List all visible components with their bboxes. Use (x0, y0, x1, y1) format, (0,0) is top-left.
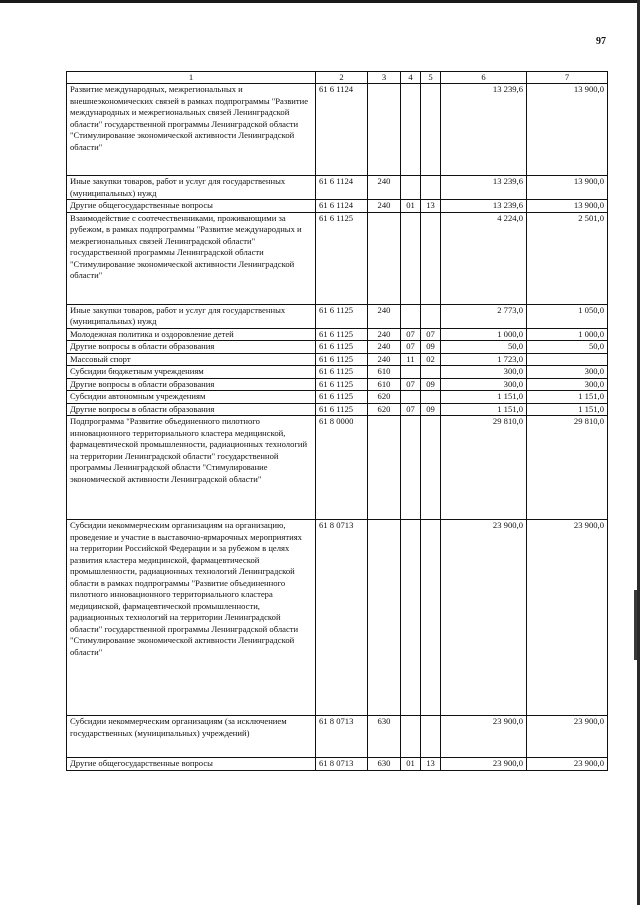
row-name-cell: Иные закупки товаров, работ и услуг для государственных (муниципальных) нужд (67, 304, 316, 328)
row-sum-year2-cell: 13 900,0 (527, 176, 608, 200)
row-sum-year2-cell: 50,0 (527, 341, 608, 354)
row-sum-year1-cell: 1 723,0 (441, 353, 527, 366)
table-row (67, 200, 608, 213)
row-expense-type-cell: 630 (368, 716, 401, 758)
row-sum-year2-cell: 1 151,0 (527, 391, 608, 404)
row-section-cell: 01 (401, 200, 421, 213)
row-subsection-cell: 02 (421, 353, 441, 366)
row-sum-year1-cell: 1 000,0 (441, 328, 527, 341)
table-row (67, 403, 608, 416)
table-body (67, 72, 608, 771)
row-expense-type-cell: 240 (368, 200, 401, 213)
header-cell-3: 3 (368, 72, 401, 84)
row-subsection-cell: 13 (421, 758, 441, 771)
row-code-cell: 61 6 1125 (316, 378, 368, 391)
row-subsection-cell: 09 (421, 378, 441, 391)
table-row (67, 84, 608, 176)
row-name-cell: Субсидии бюджетным учреждениям (67, 366, 316, 379)
row-subsection-cell (421, 520, 441, 716)
row-expense-type-cell (368, 520, 401, 716)
table-row (67, 328, 608, 341)
header-cell-5: 5 (421, 72, 441, 84)
row-section-cell: 07 (401, 378, 421, 391)
header-cell-6: 6 (441, 72, 527, 84)
row-subsection-cell (421, 212, 441, 304)
row-name-cell: Молодежная политика и оздоровление детей (67, 328, 316, 341)
row-code-cell: 61 8 0713 (316, 520, 368, 716)
row-section-cell: 07 (401, 341, 421, 354)
row-code-cell: 61 6 1124 (316, 200, 368, 213)
row-sum-year2-cell: 13 900,0 (527, 200, 608, 213)
row-sum-year1-cell: 1 151,0 (441, 391, 527, 404)
row-subsection-cell (421, 716, 441, 758)
row-section-cell (401, 84, 421, 176)
row-sum-year1-cell: 1 151,0 (441, 403, 527, 416)
row-expense-type-cell: 610 (368, 378, 401, 391)
row-name-cell: Субсидии автономным учреждениям (67, 391, 316, 404)
row-sum-year1-cell: 13 239,6 (441, 200, 527, 213)
table-row (67, 341, 608, 354)
row-section-cell (401, 416, 421, 520)
row-name-cell: Субсидии некоммерческим организациям (за исключением государственных (муниципальных) учреждений) (67, 716, 316, 758)
row-sum-year2-cell: 1 050,0 (527, 304, 608, 328)
table-row (67, 353, 608, 366)
table-header-row (67, 72, 608, 84)
row-subsection-cell (421, 391, 441, 404)
page-number: 97 (596, 36, 606, 47)
row-name-cell: Другие общегосударственные вопросы (67, 758, 316, 771)
row-sum-year1-cell: 23 900,0 (441, 520, 527, 716)
row-subsection-cell (421, 366, 441, 379)
row-section-cell (401, 176, 421, 200)
row-name-cell: Развитие международных, межрегиональных и внешнеэкономических связей в рамках подпрограммы "Развитие международных и межрегиональных связей Ленинградской области" государственной программы Ленинградской области "Стимулирование экономической активности Ленинградской области" (67, 84, 316, 176)
row-code-cell: 61 6 1125 (316, 366, 368, 379)
row-sum-year1-cell: 4 224,0 (441, 212, 527, 304)
row-sum-year2-cell: 1 151,0 (527, 403, 608, 416)
row-sum-year2-cell: 23 900,0 (527, 520, 608, 716)
table-row (67, 212, 608, 304)
row-expense-type-cell: 240 (368, 304, 401, 328)
row-expense-type-cell: 620 (368, 391, 401, 404)
row-section-cell (401, 716, 421, 758)
row-sum-year1-cell: 50,0 (441, 341, 527, 354)
row-sum-year2-cell (527, 353, 608, 366)
table-row (67, 758, 608, 771)
table-row (67, 304, 608, 328)
budget-table (66, 71, 608, 771)
row-subsection-cell (421, 304, 441, 328)
header-cell-7: 7 (527, 72, 608, 84)
row-code-cell: 61 8 0713 (316, 758, 368, 771)
table-row (67, 378, 608, 391)
row-sum-year1-cell: 23 900,0 (441, 716, 527, 758)
row-code-cell: 61 6 1124 (316, 84, 368, 176)
row-subsection-cell (421, 416, 441, 520)
row-section-cell: 01 (401, 758, 421, 771)
row-name-cell: Массовый спорт (67, 353, 316, 366)
table-row (67, 520, 608, 716)
row-expense-type-cell: 240 (368, 341, 401, 354)
scan-edge-mark (634, 590, 637, 660)
row-sum-year2-cell: 13 900,0 (527, 84, 608, 176)
row-sum-year1-cell: 300,0 (441, 378, 527, 391)
row-code-cell: 61 6 1124 (316, 176, 368, 200)
row-code-cell: 61 6 1125 (316, 353, 368, 366)
row-subsection-cell (421, 84, 441, 176)
table-row (67, 391, 608, 404)
row-section-cell (401, 520, 421, 716)
row-code-cell: 61 6 1125 (316, 212, 368, 304)
table-row (67, 716, 608, 758)
row-expense-type-cell (368, 84, 401, 176)
row-name-cell: Другие вопросы в области образования (67, 403, 316, 416)
row-sum-year2-cell: 23 900,0 (527, 758, 608, 771)
table-row (67, 416, 608, 520)
row-sum-year2-cell: 29 810,0 (527, 416, 608, 520)
row-name-cell: Другие общегосударственные вопросы (67, 200, 316, 213)
row-name-cell: Взаимодействие с соотечественниками, проживающими за рубежом, в рамках подпрограммы "Развитие международных и межрегиональных связей Ленинградской области" государственной программы Ленинградской области "Стимулирование экономической активности Ленинградской области" (67, 212, 316, 304)
row-name-cell: Подпрограмма "Развитие объединенного пилотного инновационного территориального кластера медицинской, фармацевтической промышленности, радиационных технологий на территории Ленинградской области" государственной программы Ленинградской области "Стимулирование экономической активности Ленинградской области" (67, 416, 316, 520)
row-sum-year2-cell: 1 000,0 (527, 328, 608, 341)
row-section-cell (401, 391, 421, 404)
row-code-cell: 61 6 1125 (316, 328, 368, 341)
row-expense-type-cell: 610 (368, 366, 401, 379)
row-subsection-cell: 09 (421, 403, 441, 416)
header-cell-4: 4 (401, 72, 421, 84)
row-section-cell (401, 366, 421, 379)
row-code-cell: 61 8 0000 (316, 416, 368, 520)
row-sum-year1-cell: 13 239,6 (441, 84, 527, 176)
header-cell-2: 2 (316, 72, 368, 84)
row-expense-type-cell: 630 (368, 758, 401, 771)
row-code-cell: 61 6 1125 (316, 304, 368, 328)
row-code-cell: 61 6 1125 (316, 391, 368, 404)
row-sum-year2-cell: 300,0 (527, 366, 608, 379)
row-sum-year1-cell: 29 810,0 (441, 416, 527, 520)
row-section-cell: 11 (401, 353, 421, 366)
row-name-cell: Другие вопросы в области образования (67, 341, 316, 354)
row-name-cell: Другие вопросы в области образования (67, 378, 316, 391)
row-code-cell: 61 6 1125 (316, 341, 368, 354)
row-subsection-cell: 07 (421, 328, 441, 341)
row-sum-year1-cell: 23 900,0 (441, 758, 527, 771)
row-section-cell: 07 (401, 403, 421, 416)
row-subsection-cell: 09 (421, 341, 441, 354)
row-expense-type-cell: 620 (368, 403, 401, 416)
row-subsection-cell: 13 (421, 200, 441, 213)
row-sum-year2-cell: 300,0 (527, 378, 608, 391)
row-sum-year1-cell: 13 239,6 (441, 176, 527, 200)
header-cell-1: 1 (67, 72, 316, 84)
row-section-cell (401, 304, 421, 328)
table-row (67, 176, 608, 200)
row-name-cell: Иные закупки товаров, работ и услуг для государственных (муниципальных) нужд (67, 176, 316, 200)
row-name-cell: Субсидии некоммерческим организациям на организацию, проведение и участие в выставочно-ярмарочных мероприятиях на территории Российской Федерации и за рубежом в целях развития кластера медицинской, фармацевтической промышленности, радиационных технологий Ленинградской области в рамках подпрограммы "Развитие объединенного пилотного инновационного территориального кластера медицинской, фармацевтической промышленности, радиационных технологий на территории Ленинградской области" государственной программы Ленинградской области "Стимулирование экономической активности Ленинградской области" (67, 520, 316, 716)
row-section-cell: 07 (401, 328, 421, 341)
row-sum-year2-cell: 2 501,0 (527, 212, 608, 304)
row-section-cell (401, 212, 421, 304)
row-expense-type-cell (368, 212, 401, 304)
row-code-cell: 61 8 0713 (316, 716, 368, 758)
row-sum-year1-cell: 300,0 (441, 366, 527, 379)
table-row (67, 366, 608, 379)
row-code-cell: 61 6 1125 (316, 403, 368, 416)
row-expense-type-cell: 240 (368, 328, 401, 341)
row-expense-type-cell: 240 (368, 353, 401, 366)
row-subsection-cell (421, 176, 441, 200)
row-expense-type-cell (368, 416, 401, 520)
row-sum-year2-cell: 23 900,0 (527, 716, 608, 758)
scan-edge-top (0, 0, 640, 3)
row-sum-year1-cell: 2 773,0 (441, 304, 527, 328)
row-expense-type-cell: 240 (368, 176, 401, 200)
